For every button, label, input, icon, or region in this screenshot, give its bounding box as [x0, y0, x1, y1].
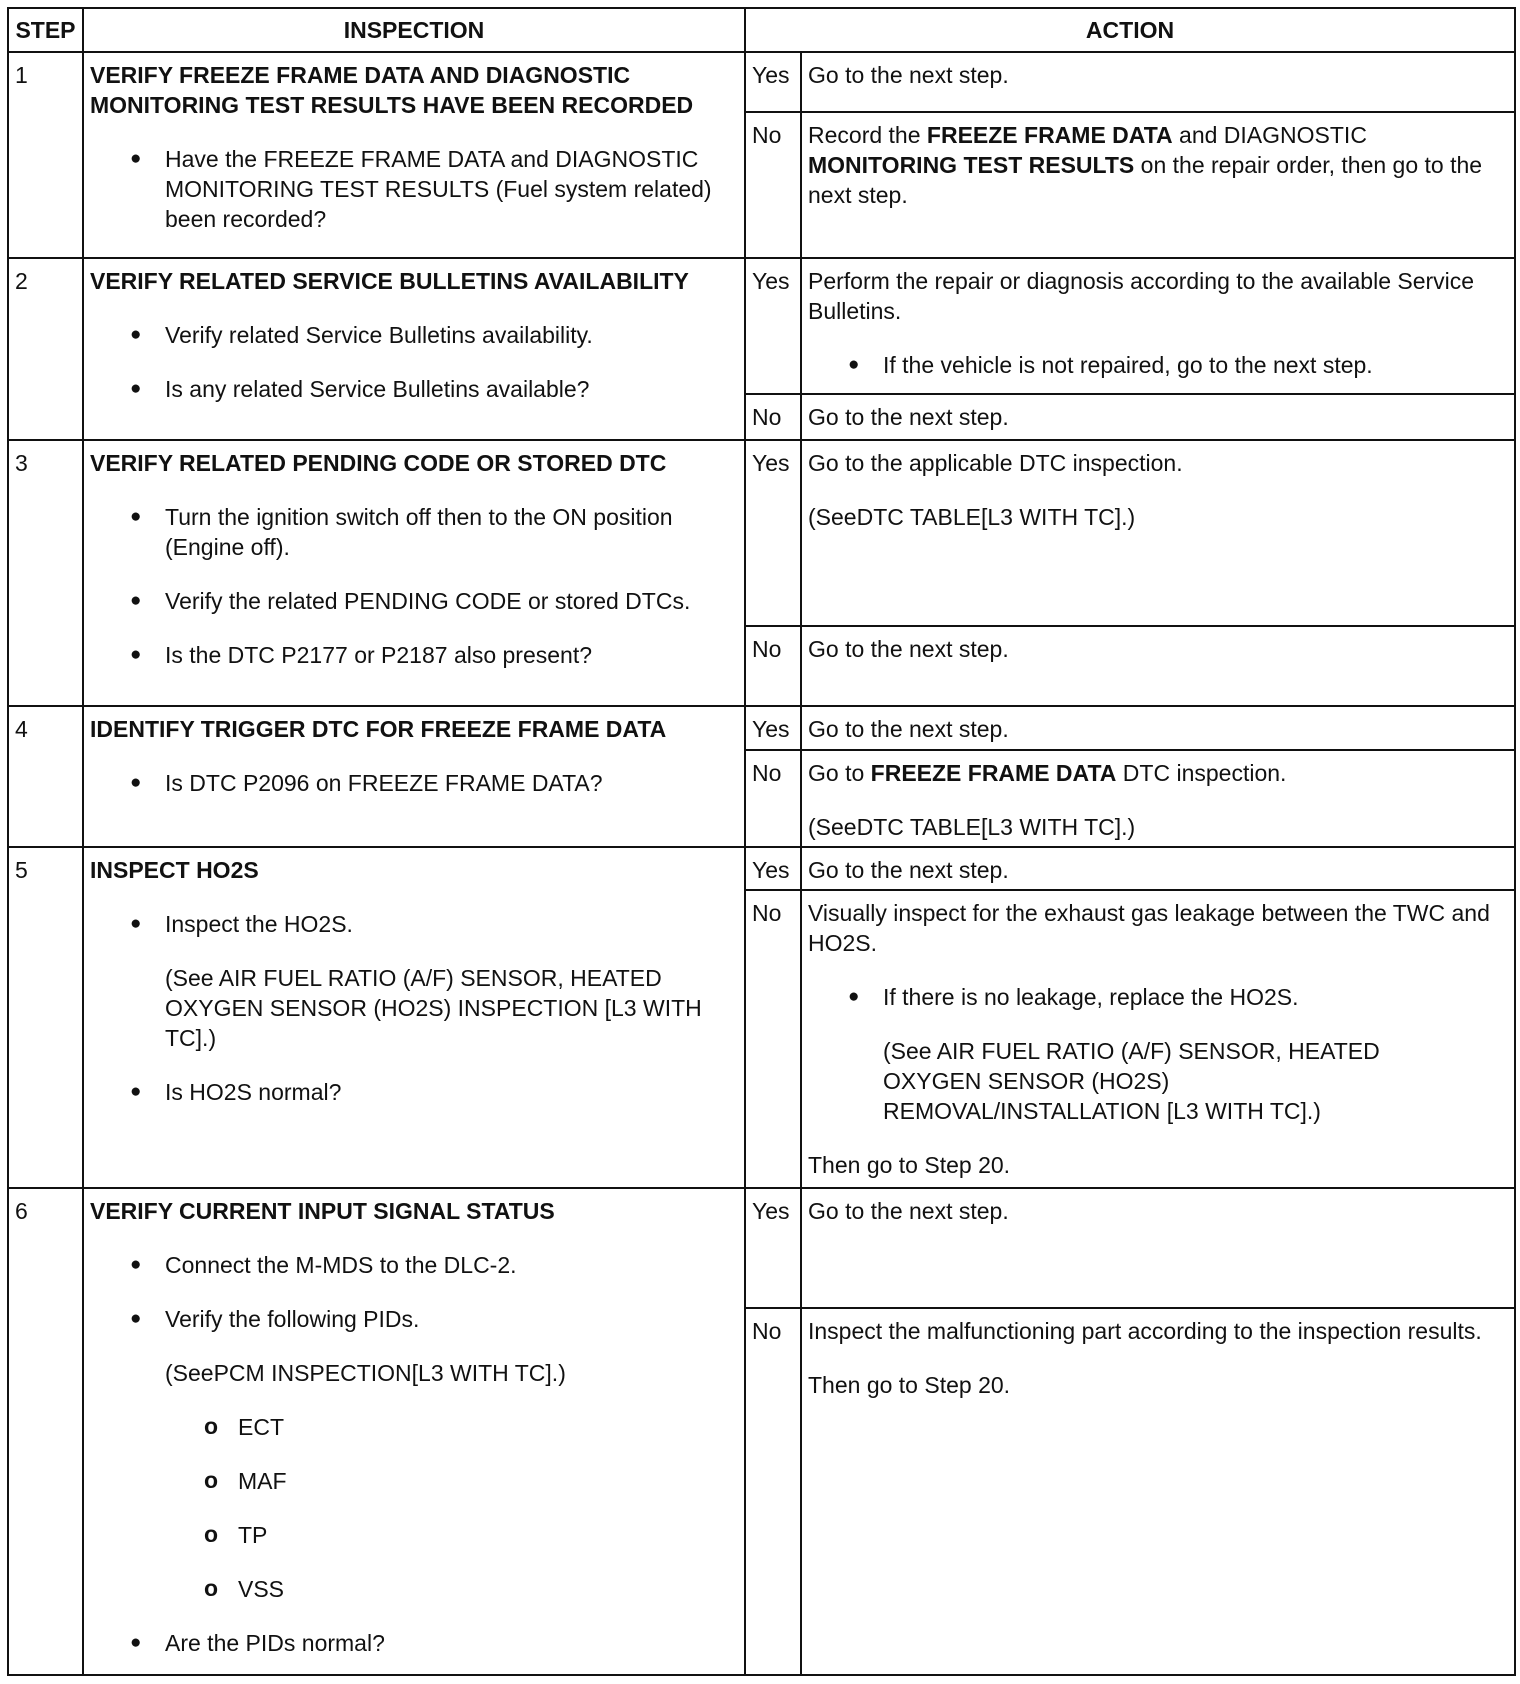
- step-number: 1: [8, 52, 83, 258]
- yes-label: Yes: [745, 1188, 801, 1308]
- pid-item: o MAF: [90, 1466, 738, 1496]
- yes-action: Go to the next step.: [801, 706, 1515, 750]
- reference-line: REMOVAL/INSTALLATION [L3 WITH TC].): [883, 1098, 1321, 1124]
- action-text: Perform the repair or diagnosis according to the available Service Bulletins.: [808, 268, 1475, 324]
- step-title: VERIFY RELATED SERVICE BULLETINS AVAILABILITY: [90, 268, 689, 294]
- step-row-1-yes: [8, 52, 1515, 112]
- action-text: Then go to Step 20.: [808, 1152, 1011, 1178]
- step-number: 4: [8, 706, 83, 847]
- step-title: VERIFY CURRENT INPUT SIGNAL STATUS: [90, 1198, 555, 1224]
- no-action: [801, 1308, 1515, 1675]
- no-label: No: [745, 890, 801, 1188]
- step-row-5-yes: [8, 847, 1515, 890]
- no-label: No: [745, 750, 801, 847]
- yes-label: Yes: [745, 52, 801, 112]
- pid-item: o VSS: [90, 1574, 738, 1604]
- action-text: [808, 758, 1508, 788]
- inspection-bullet: ● Is any related Service Bulletins available?: [90, 374, 738, 404]
- no-action: [801, 890, 1515, 1188]
- step-row-4-yes: [8, 706, 1515, 750]
- step-number: 6: [8, 1188, 83, 1675]
- no-action: [801, 112, 1515, 258]
- inspection-cell: [83, 847, 745, 1188]
- inspection-cell: [83, 1188, 745, 1675]
- inspection-cell: [83, 706, 745, 847]
- action-text: Go to the applicable DTC inspection.: [808, 450, 1183, 476]
- action-text: Record the: [808, 122, 927, 148]
- action-bullet: ● If the vehicle is not repaired, go to the next step.: [808, 350, 1508, 380]
- action-text: Inspect the malfunctioning part according to the inspection results.: [808, 1318, 1482, 1344]
- no-action: Go to the next step.: [801, 394, 1515, 440]
- step-number: 3: [8, 440, 83, 706]
- reference-link[interactable]: [808, 1036, 1508, 1126]
- reference-link[interactable]: (SeeDTC TABLE[L3 WITH TC].): [808, 814, 1136, 840]
- header-step: STEP: [8, 8, 83, 52]
- yes-label: Yes: [745, 847, 801, 890]
- yes-action: Go to the next step.: [801, 52, 1515, 112]
- inspection-cell: [83, 440, 745, 706]
- reference-line: OXYGEN SENSOR (HO2S): [883, 1068, 1170, 1094]
- no-action: [801, 750, 1515, 847]
- action-text: and DIAGNOSTIC: [1172, 122, 1367, 148]
- yes-label: Yes: [745, 706, 801, 750]
- yes-action: Go to the next step.: [801, 847, 1515, 890]
- inspection-bullet: ● Is DTC P2096 on FREEZE FRAME DATA?: [90, 768, 738, 798]
- diagnostic-table: [7, 7, 1516, 1676]
- yes-action: [801, 440, 1515, 626]
- yes-action: [801, 258, 1515, 394]
- action-bold-text: FREEZE FRAME DATA: [926, 122, 1173, 148]
- step-row-3-yes: [8, 440, 1515, 626]
- reference-line: (See AIR FUEL RATIO (A/F) SENSOR, HEATED: [883, 1038, 1380, 1064]
- action-text: Then go to Step 20.: [808, 1372, 1011, 1398]
- action-text: Go to: [808, 760, 871, 786]
- no-label: No: [745, 112, 801, 258]
- yes-label: Yes: [745, 440, 801, 626]
- inspection-bullet: ● Verify the related PENDING CODE or stored DTCs.: [90, 586, 738, 616]
- inspection-bullet: ● Verify related Service Bulletins availability.: [90, 320, 738, 350]
- reference-link[interactable]: (SeePCM INSPECTION[L3 WITH TC].): [165, 1360, 566, 1386]
- inspection-bullet: ● Connect the M-MDS to the DLC-2.: [90, 1250, 738, 1280]
- inspection-bullet: ● Verify the following PIDs.: [90, 1304, 738, 1334]
- inspection-bullet: ● Turn the ignition switch off then to the ON position (Engine off).: [90, 502, 738, 562]
- reference-link[interactable]: (See AIR FUEL RATIO (A/F) SENSOR, HEATED OXYGEN SENSOR (HO2S) INSPECTION [L3 WITH TC].): [165, 965, 702, 1051]
- reference-link[interactable]: (SeeDTC TABLE[L3 WITH TC].): [808, 504, 1136, 530]
- action-bold-text: MONITORING TEST RESULTS: [808, 152, 1135, 178]
- pid-item: o ECT: [90, 1412, 738, 1442]
- header-inspection: INSPECTION: [83, 8, 745, 52]
- step-title: VERIFY FREEZE FRAME DATA AND DIAGNOSTIC MONITORING TEST RESULTS HAVE BEEN RECORDED: [90, 62, 694, 118]
- inspection-cell: [83, 52, 745, 258]
- step-title: IDENTIFY TRIGGER DTC FOR FREEZE FRAME DATA: [90, 716, 667, 742]
- no-label: No: [745, 1308, 801, 1675]
- inspection-bullet: ● Inspect the HO2S.: [90, 909, 738, 939]
- header-action: ACTION: [745, 8, 1515, 52]
- no-label: No: [745, 394, 801, 440]
- yes-label: Yes: [745, 258, 801, 394]
- step-title: VERIFY RELATED PENDING CODE OR STORED DTC: [90, 450, 667, 476]
- step-number: 5: [8, 847, 83, 1188]
- no-action: Go to the next step.: [801, 626, 1515, 706]
- inspection-bullet: ● Have the FREEZE FRAME DATA and DIAGNOSTIC MONITORING TEST RESULTS (Fuel system related) been recorded?: [90, 144, 738, 234]
- action-text: DTC inspection.: [1116, 760, 1287, 786]
- action-bold-text: FREEZE FRAME DATA: [870, 760, 1117, 786]
- inspection-cell: [83, 258, 745, 440]
- inspection-bullet: ● Is the DTC P2177 or P2187 also present?: [90, 640, 738, 670]
- step-number: 2: [8, 258, 83, 440]
- inspection-bullet: ● Are the PIDs normal?: [90, 1628, 738, 1658]
- no-label: No: [745, 626, 801, 706]
- action-text: Visually inspect for the exhaust gas leakage between the TWC and HO2S.: [808, 900, 1490, 956]
- step-row-2-yes: [8, 258, 1515, 394]
- pid-item: o TP: [90, 1520, 738, 1550]
- yes-action: Go to the next step.: [801, 1188, 1515, 1308]
- action-text: on the repair order, then go to the next step.: [808, 152, 1483, 208]
- step-row-6-yes: [8, 1188, 1515, 1308]
- action-bullet: ● If there is no leakage, replace the HO2S.: [808, 982, 1508, 1012]
- header-row: [8, 8, 1515, 52]
- inspection-bullet: ● Is HO2S normal?: [90, 1077, 738, 1107]
- step-title: INSPECT HO2S: [90, 857, 259, 883]
